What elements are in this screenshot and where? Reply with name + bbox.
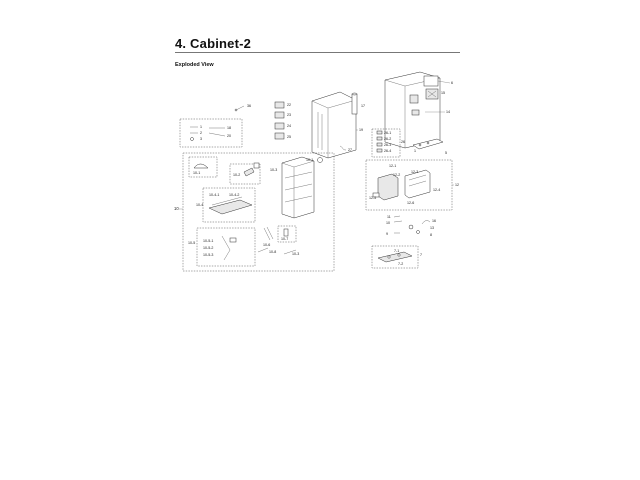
svg-text:10-1: 10-1 [306,158,314,162]
svg-text:10-4-2: 10-4-2 [229,193,240,197]
callout: 12-3 [411,170,419,174]
callout: 1 [200,125,202,129]
svg-text:10-5-1: 10-5-1 [203,239,214,243]
section-heading: Exploded View [175,62,214,68]
svg-text:26-3: 26-3 [384,143,392,147]
callout: 26 [401,140,405,144]
callout: 10-1 [193,171,201,175]
freezer-drawer-group [174,153,334,271]
svg-text:10-5-2: 10-5-2 [203,246,214,250]
screw-part [235,104,251,111]
callout: 10-4 [196,203,204,207]
callout: 15 [441,91,445,95]
callout: 12 [455,183,459,187]
callout: 13 [430,226,434,230]
callout: 10 [174,206,179,211]
callout: 10 [386,221,390,225]
svg-text:26-4: 26-4 [384,149,392,153]
hinge-brackets-column [275,102,291,139]
callout: 3 [200,137,202,141]
callout: 1 [414,149,416,153]
callout: 5 [445,151,447,155]
callout: 12-5 [369,196,377,200]
svg-text:10-5-3: 10-5-3 [203,253,214,257]
callout: 10-7 [281,237,289,241]
callout: 8 [430,233,432,237]
svg-text:26-2: 26-2 [384,137,392,141]
callout: 27 [348,148,352,152]
callout: 24 [287,124,291,128]
callout: 11 [387,215,391,219]
callout: 6 [451,81,453,85]
svg-text:10-3: 10-3 [292,252,300,256]
callout: 7-2 [398,262,404,266]
callout: 10-2 [233,173,241,177]
callout: 36 [247,104,251,108]
center-pipe [352,93,365,114]
callout: 23 [287,113,291,117]
callout: 17 [361,104,365,108]
callout: 12-6 [407,201,415,205]
fan-grille [424,76,438,86]
callout: 16 [432,219,436,223]
callout: 12-2 [393,173,401,177]
evaporator-group [366,160,459,210]
callout: 12-4 [433,188,441,192]
page-title: 4. Cabinet-2 [175,36,252,51]
callout: 10-6 [263,243,271,247]
callout: 12-1 [389,164,397,168]
inner-liner [270,157,314,218]
callout: 18 [227,126,231,130]
callout: 14 [446,110,450,114]
callout: 19 [359,128,363,132]
callout: 7 [420,253,422,257]
lower-right-hardware [386,215,436,237]
rear-panel-assembly [385,72,453,153]
callout: 10-5 [188,241,196,245]
callout: 10-3 [270,168,278,172]
callout: 2 [200,131,202,135]
callout: 20 [227,134,231,138]
svg-text:26-1: 26-1 [384,131,392,135]
top-left-screws-group [180,119,242,147]
callout: 9 [386,232,388,236]
callout: 7-1 [394,249,400,253]
group-outline [180,119,242,147]
callout: 25 [287,135,291,139]
svg-text:10-4-1: 10-4-1 [209,193,220,197]
drain-tray-group [372,246,422,268]
callout: 10-8 [269,250,277,254]
callout: 22 [287,103,291,107]
